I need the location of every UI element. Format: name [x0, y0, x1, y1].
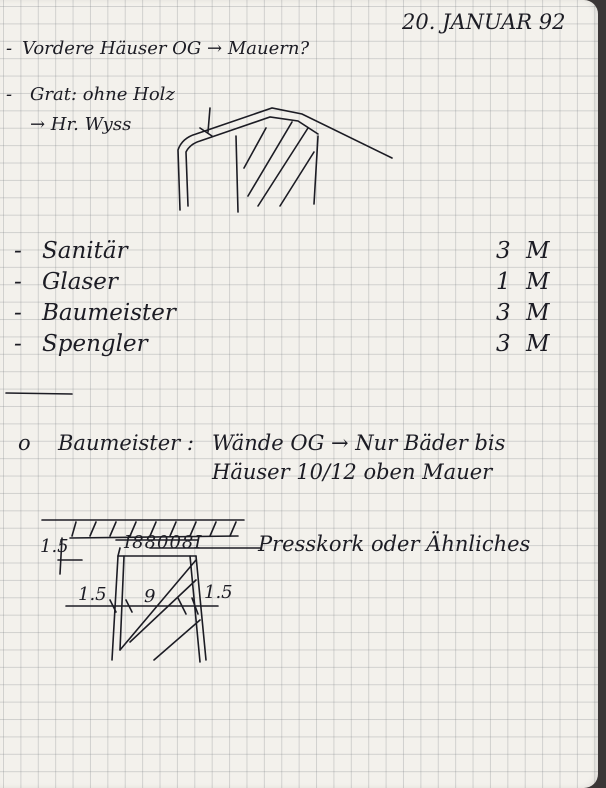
baumeister-line-2: Häuser 10/12 oben Mauer: [212, 460, 493, 484]
trade-unit: M: [526, 300, 550, 326]
dimension-right-label: 1.5: [204, 582, 233, 603]
dimension-left-label: 1.5: [78, 584, 107, 605]
roof-sketch: [178, 108, 392, 212]
separator-line: [6, 393, 72, 394]
list-dash: -: [14, 300, 22, 326]
trade-unit: M: [526, 331, 550, 357]
wall-detail-sketch: [42, 520, 260, 662]
dimension-mid-label: 9: [144, 586, 156, 607]
bullet: o: [18, 431, 31, 455]
baumeister-line-1: Wände OG → Nur Bäder bis: [212, 431, 506, 455]
trade-count: 3: [496, 238, 511, 264]
note-line-wyss: → Hr. Wyss: [30, 114, 132, 135]
baumeister-label: Baumeister :: [58, 431, 194, 455]
cork-symbol: I88008I: [124, 532, 203, 553]
list-dash: -: [14, 331, 22, 357]
trade-count: 1: [496, 269, 511, 295]
dimension-top-label: 1.5: [40, 536, 69, 557]
note-line-grat: Grat: ohne Holz: [30, 84, 175, 105]
trade-name: Sanitär: [42, 238, 128, 264]
trade-name: Baumeister: [42, 300, 176, 326]
note-line-mauern: Vordere Häuser OG → Mauern?: [22, 38, 310, 59]
page-date: 20. JANUAR 92: [402, 10, 566, 34]
list-dash: -: [14, 238, 22, 264]
note-dash: -: [6, 84, 13, 105]
list-dash: -: [14, 269, 22, 295]
trade-name: Glaser: [42, 269, 118, 295]
trade-count: 3: [496, 331, 511, 357]
trade-name: Spengler: [42, 331, 148, 357]
note-dash: -: [6, 38, 13, 59]
trade-unit: M: [526, 269, 550, 295]
trade-count: 3: [496, 300, 511, 326]
cork-label: Presskork oder Ähnliches: [258, 532, 531, 556]
trade-unit: M: [526, 238, 550, 264]
